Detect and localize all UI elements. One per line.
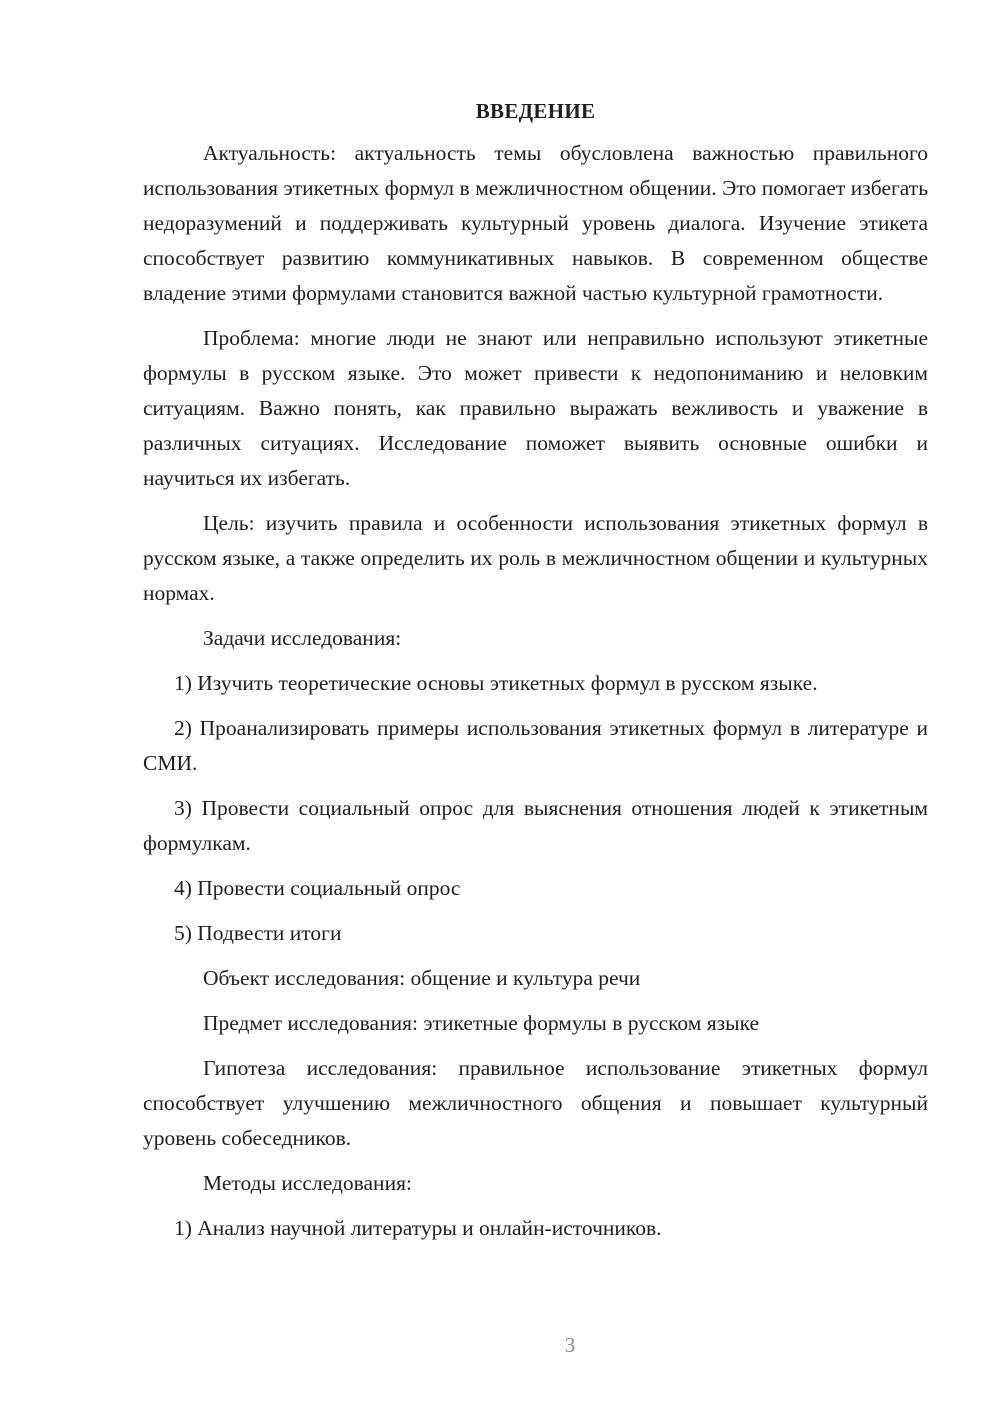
- hypothesis-paragraph: Гипотеза исследования: правильное использование этикетных формул способствует улучшению межличностного общения и повышает культурный уровень собеседников.: [143, 1056, 928, 1150]
- methods-title: Методы исследования:: [203, 1171, 412, 1195]
- task-item: 3) Провести социальный опрос для выяснения отношения людей к этикетным формулкам.: [143, 796, 928, 855]
- relevance-paragraph: Актуальность: актуальность темы обусловлена важностью правильного использования этикетных формул в межличностном общении. Это помогает избегать недоразумений и поддерживать культурный уровень диалога. Изучение этикета способствует развитию коммуникативных навыков. В современном обществе владение этими формулами становится важной частью культурной грамотности.: [143, 141, 928, 305]
- task-item: 1) Изучить теоретические основы этикетных формул в русском языке.: [174, 671, 818, 695]
- goal-paragraph: Цель: изучить правила и особенности использования этикетных формул в русском языке, а также определить их роль в межличностном общении и культурных нормах.: [143, 511, 928, 605]
- section-heading: ВВЕДЕНИЕ: [475, 99, 596, 123]
- task-item: 2) Проанализировать примеры использования этикетных формул в литературе и СМИ.: [143, 716, 928, 775]
- method-item: 1) Анализ научной литературы и онлайн-источников.: [174, 1216, 662, 1240]
- subject-paragraph: Предмет исследования: этикетные формулы в русском языке: [203, 1011, 760, 1035]
- task-item: 5) Подвести итоги: [174, 921, 342, 945]
- task-item: 4) Провести социальный опрос: [174, 876, 461, 900]
- page-content: [143, 96, 928, 1256]
- problem-paragraph: Проблема: многие люди не знают или неправильно используют этикетные формулы в русском языке. Это может привести к недопониманию и неловким ситуациям. Важно понять, как правильно выражать вежливость и уважение в различных ситуациях. Исследование поможет выявить основные ошибки и научиться их избегать.: [143, 326, 928, 490]
- object-paragraph: Объект исследования: общение и культура речи: [203, 966, 641, 990]
- page-number: 3: [564, 1333, 576, 1357]
- tasks-title: Задачи исследования:: [203, 626, 402, 650]
